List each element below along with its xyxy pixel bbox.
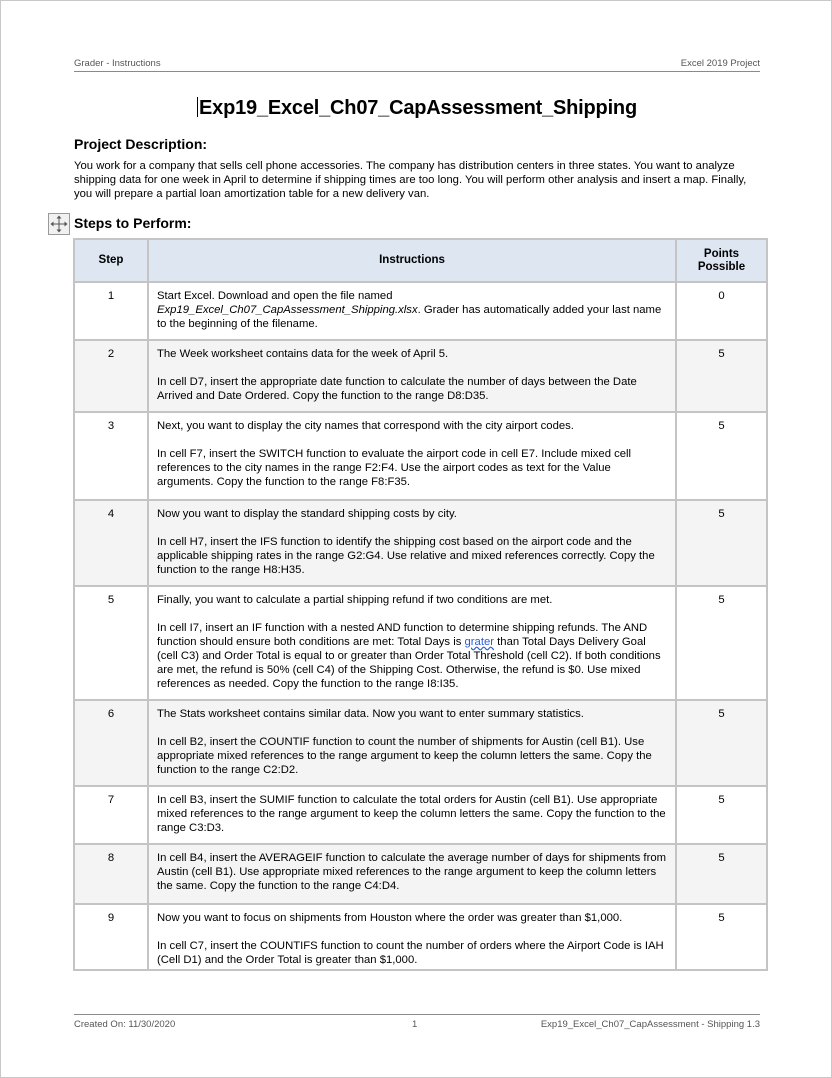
- step-instructions: [148, 282, 676, 340]
- instruction-paragraph: The Stats worksheet contains similar data. Now you want to enter summary statistics.: [157, 708, 584, 720]
- page-header: [74, 58, 760, 70]
- step-number: 7: [74, 786, 148, 844]
- table-header-row: [74, 239, 767, 282]
- instruction-paragraph: In cell D7, insert the appropriate date function to calculate the number of days between the Date Arrived and Date Ordered. Copy the function to the range D8:D35.: [157, 376, 637, 402]
- step-instructions: [148, 586, 676, 700]
- table-row: [74, 700, 767, 786]
- footer-divider: [74, 1014, 760, 1015]
- step-number: 8: [74, 844, 148, 904]
- step-instructions: [148, 844, 676, 904]
- step-instructions: [148, 904, 676, 970]
- table-row: [74, 786, 767, 844]
- step-number: 4: [74, 500, 148, 586]
- filename-text: Exp19_Excel_Ch07_CapAssessment_Shipping.xlsx: [157, 304, 418, 316]
- column-header-points: [676, 239, 767, 282]
- step-points: 5: [676, 340, 767, 412]
- step-points: 5: [676, 844, 767, 904]
- instruction-text: than Total Days Delivery Goal (cell C3) and Order Total is equal to or greater than Order Total Threshold (cell C2). If both conditions are met, the refund is 50% (cell C4) of the Shipping Cost. Otherwise, the refund is $0. Use mixed references as needed. Copy the function to the range I8:I35.: [157, 636, 661, 690]
- table-row: [74, 412, 767, 500]
- step-instructions: [148, 500, 676, 586]
- step-points: 5: [676, 586, 767, 700]
- step-points: 0: [676, 282, 767, 340]
- instruction-paragraph: Now you want to display the standard shipping costs by city.: [157, 508, 457, 520]
- project-description-text: You work for a company that sells cell phone accessories. The company has distribution centers in three states. You want to analyze shipping data for one week in April to determine if shipping times are too long. You will perform other analysis and insert a map. Finally, you will prepare a partial loan amortization table for a new delivery van.: [74, 160, 747, 200]
- column-header-step: Step: [74, 239, 148, 282]
- instruction-paragraph: Next, you want to display the city names that correspond with the city airport codes.: [157, 420, 574, 432]
- instruction-paragraph: In cell C7, insert the COUNTIFS function to count the number of orders where the Airport Code is IAH (Cell D1) and the Order Total is greater than $1,000.: [157, 940, 664, 966]
- footer-page-number: 1: [412, 1019, 418, 1030]
- step-points: 5: [676, 786, 767, 844]
- step-instructions: [148, 412, 676, 500]
- step-number: 9: [74, 904, 148, 970]
- table-row: [74, 340, 767, 412]
- table-row: [74, 844, 767, 904]
- table-row: [74, 904, 767, 970]
- points-header-line1: Points: [703, 247, 740, 260]
- instruction-paragraph: Now you want to focus on shipments from Houston where the order was greater than $1,000.: [157, 912, 623, 924]
- points-header-line2: Possible: [697, 260, 746, 273]
- document-title[interactable]: [74, 97, 760, 120]
- step-number: 3: [74, 412, 148, 500]
- table-row: [74, 586, 767, 700]
- step-points: 5: [676, 904, 767, 970]
- instruction-paragraph: Finally, you want to calculate a partial shipping refund if two conditions are met.: [157, 594, 553, 606]
- table-row: [74, 282, 767, 340]
- instruction-text: Start Excel. Download and open the file named: [157, 290, 393, 302]
- instruction-text: In cell I7, insert an IF function with a nested AND function to determine shipping refunds. The AND function should ensure both conditions are met: Total Days is: [157, 622, 648, 648]
- step-instructions: [148, 700, 676, 786]
- header-right: Excel 2019 Project: [680, 58, 760, 69]
- column-header-instructions: Instructions: [148, 239, 676, 282]
- step-points: 5: [676, 700, 767, 786]
- text-cursor: [197, 97, 198, 117]
- table-row: [74, 500, 767, 586]
- steps-heading: Steps to Perform:: [74, 215, 192, 231]
- instruction-paragraph: [157, 621, 667, 691]
- instruction-paragraph: In cell B4, insert the AVERAGEIF function to calculate the average number of days for shipments from Austin (cell B1). Use appropriate mixed references to the range argument to keep the column letters the same. Copy the function to the range C4:D4.: [157, 852, 667, 892]
- step-instructions: [148, 340, 676, 412]
- document-title-text: Exp19_Excel_Ch07_CapAssessment_Shipping: [199, 97, 637, 119]
- step-instructions: [148, 786, 676, 844]
- footer-document-name: Exp19_Excel_Ch07_CapAssessment - Shipping 1.3: [540, 1019, 760, 1030]
- step-number: 1: [74, 282, 148, 340]
- steps-table: [73, 238, 768, 971]
- instruction-text: . Grader has automatically added your last name to the beginning of the filename.: [157, 304, 662, 330]
- footer-created: Created On: 11/30/2020: [74, 1019, 176, 1030]
- instruction-paragraph: [157, 289, 667, 331]
- misspelled-word[interactable]: grater: [464, 636, 495, 648]
- instruction-paragraph: In cell F7, insert the SWITCH function to evaluate the airport code in cell E7. Include mixed cell references to the city names in the range F2:F4. Use the airport codes as text for the Value arguments. Copy the function to the range F8:F35.: [157, 448, 632, 488]
- step-points: 5: [676, 412, 767, 500]
- instruction-paragraph: The Week worksheet contains data for the week of April 5.: [157, 348, 449, 360]
- instruction-paragraph: In cell B2, insert the COUNTIF function to count the number of shipments for Austin (cell B1). Use appropriate mixed references to the range argument to keep the column letters the same. Copy the function to the range C2:D2.: [157, 736, 652, 776]
- step-number: 2: [74, 340, 148, 412]
- move-arrows-icon[interactable]: [48, 213, 70, 235]
- header-left: Grader - Instructions: [74, 58, 161, 69]
- project-description-heading: Project Description:: [74, 136, 208, 152]
- instruction-paragraph: In cell B3, insert the SUMIF function to calculate the total orders for Austin (cell B1). Use appropriate mixed references to the range argument to keep the column letters the same. Copy the function to the range C3:D3.: [157, 794, 666, 834]
- instruction-paragraph: In cell H7, insert the IFS function to identify the shipping cost based on the airport code and the applicable shipping rates in the range G2:G4. Use relative and mixed references correctly. Copy the function to the range H8:H35.: [157, 536, 655, 576]
- step-points: 5: [676, 500, 767, 586]
- step-number: 5: [74, 586, 148, 700]
- step-number: 6: [74, 700, 148, 786]
- header-divider: [74, 71, 760, 72]
